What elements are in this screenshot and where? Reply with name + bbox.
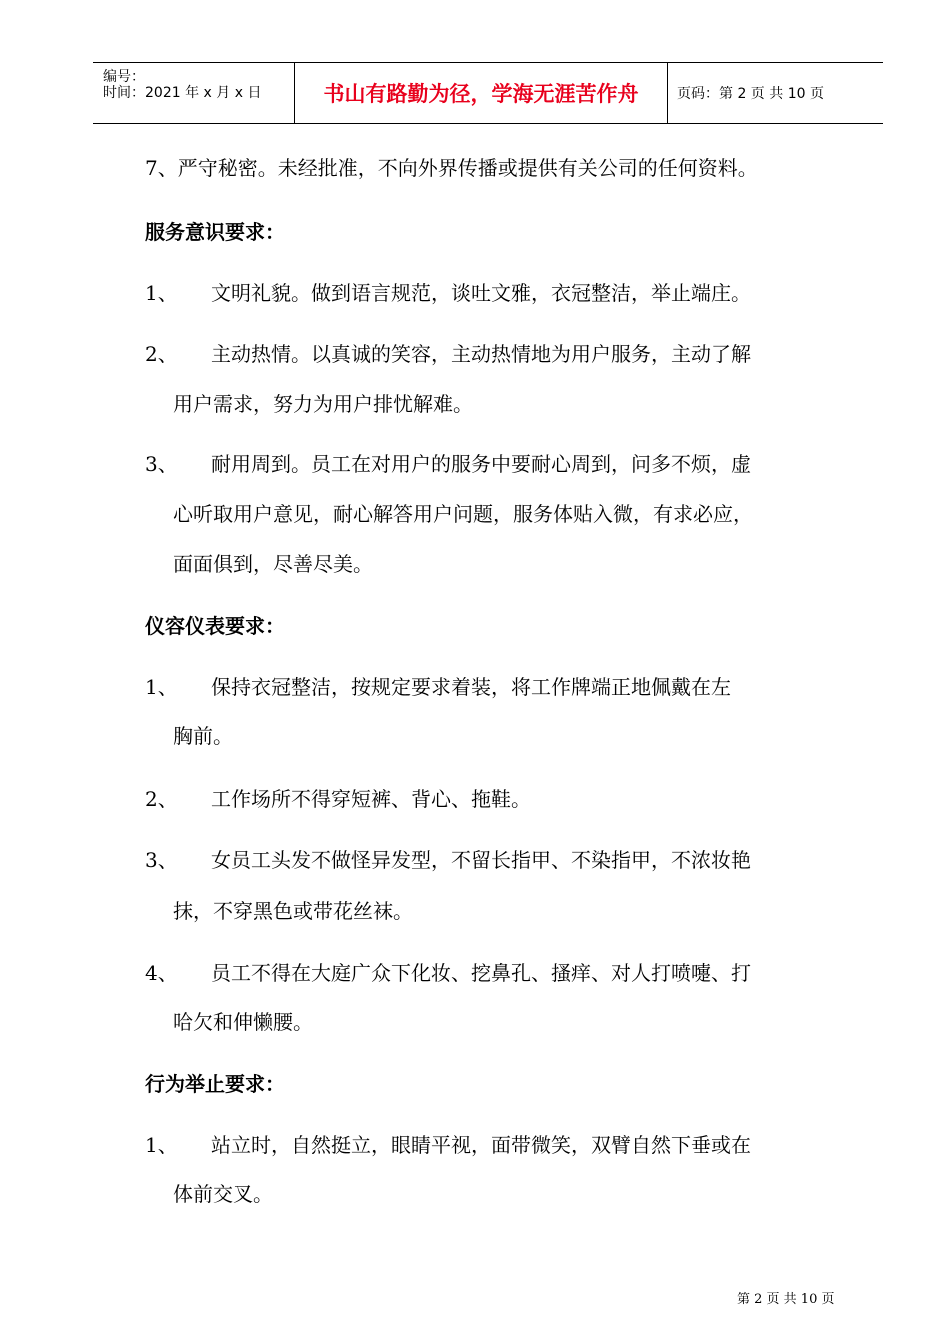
time-label: 时间：2021 年 x 月 x 日 — [103, 85, 262, 101]
list-item-text: 面面俱到，尽善尽美。 — [173, 552, 373, 576]
list-item-text: 女员工头发不做怪异发型，不留长指甲、不染指甲，不浓妆艳 — [211, 848, 751, 872]
list-item-text: 抹，不穿黑色或带花丝袜。 — [173, 899, 413, 923]
section-heading-appearance: 仪容仪表要求： — [145, 614, 285, 638]
number-label: 编号： — [103, 69, 145, 85]
list-item-number: 1、 — [145, 1133, 178, 1157]
list-item-text: 心听取用户意见，耐心解答用户问题，服务体贴入微，有求必应， — [173, 502, 753, 526]
list-item-number: 2、 — [145, 342, 178, 366]
header-meta — [93, 63, 295, 123]
list-item-text: 耐用周到。员工在对用户的服务中要耐心周到，问多不烦，虚 — [211, 452, 751, 476]
list-item-number: 3、 — [145, 452, 178, 476]
list-item-text: 主动热情。以真诚的笑容，主动热情地为用户服务，主动了解 — [211, 342, 751, 366]
header-page-number: 页码：第 2 页 共 10 页 — [677, 86, 824, 102]
section-heading-behavior: 行为举止要求： — [145, 1072, 285, 1096]
list-item-text: 文明礼貌。做到语言规范，谈吐文雅，衣冠整洁，举止端庄。 — [211, 281, 751, 305]
list-item-text: 体前交叉。 — [173, 1182, 273, 1206]
list-item-number: 1、 — [145, 675, 178, 699]
list-item-number: 2、 — [145, 787, 178, 811]
page-header — [93, 62, 883, 124]
item-7: 7、严守秘密。未经批准，不向外界传播或提供有关公司的任何资料。 — [145, 156, 758, 180]
list-item-text: 站立时，自然挺立，眼睛平视，面带微笑，双臂自然下垂或在 — [211, 1133, 751, 1157]
list-item-text: 用户需求，努力为用户排忧解难。 — [173, 392, 473, 416]
list-item-text: 哈欠和伸懒腰。 — [173, 1010, 313, 1034]
list-item-text: 员工不得在大庭广众下化妆、挖鼻孔、搔痒、对人打喷嚏、打 — [211, 961, 751, 985]
list-item-text: 保持衣冠整洁，按规定要求着装，将工作牌端正地佩戴在左 — [211, 675, 731, 699]
footer-page-number: 第 2 页 共 10 页 — [737, 1292, 835, 1307]
list-item-number: 4、 — [145, 961, 178, 985]
list-item-number: 3、 — [145, 848, 178, 872]
header-motto: 书山有路勤为径，学海无涯苦作舟 — [295, 63, 668, 123]
list-item-text: 工作场所不得穿短裤、背心、拖鞋。 — [211, 787, 531, 811]
list-item-number: 1、 — [145, 281, 178, 305]
section-heading-service: 服务意识要求： — [145, 220, 285, 244]
list-item-text: 胸前。 — [173, 724, 233, 748]
